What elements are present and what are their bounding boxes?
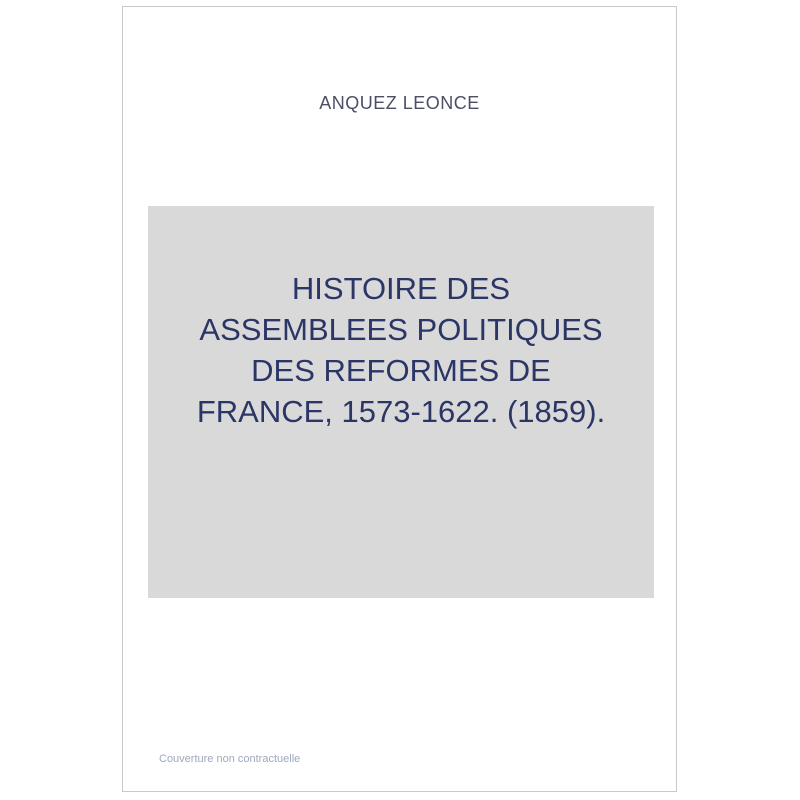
cover-disclaimer: Couverture non contractuelle (159, 753, 301, 765)
title-panel (148, 206, 654, 598)
title-line: ASSEMBLEES POLITIQUES (199, 312, 603, 347)
title-line: DES REFORMES DE (251, 353, 551, 388)
title-line: FRANCE, 1573-1622. (1859). (196, 394, 606, 429)
book-author: ANQUEZ LEONCE (319, 93, 480, 113)
book-title (148, 268, 654, 432)
title-line: HISTOIRE DES (291, 271, 511, 306)
book-cover (122, 6, 677, 792)
